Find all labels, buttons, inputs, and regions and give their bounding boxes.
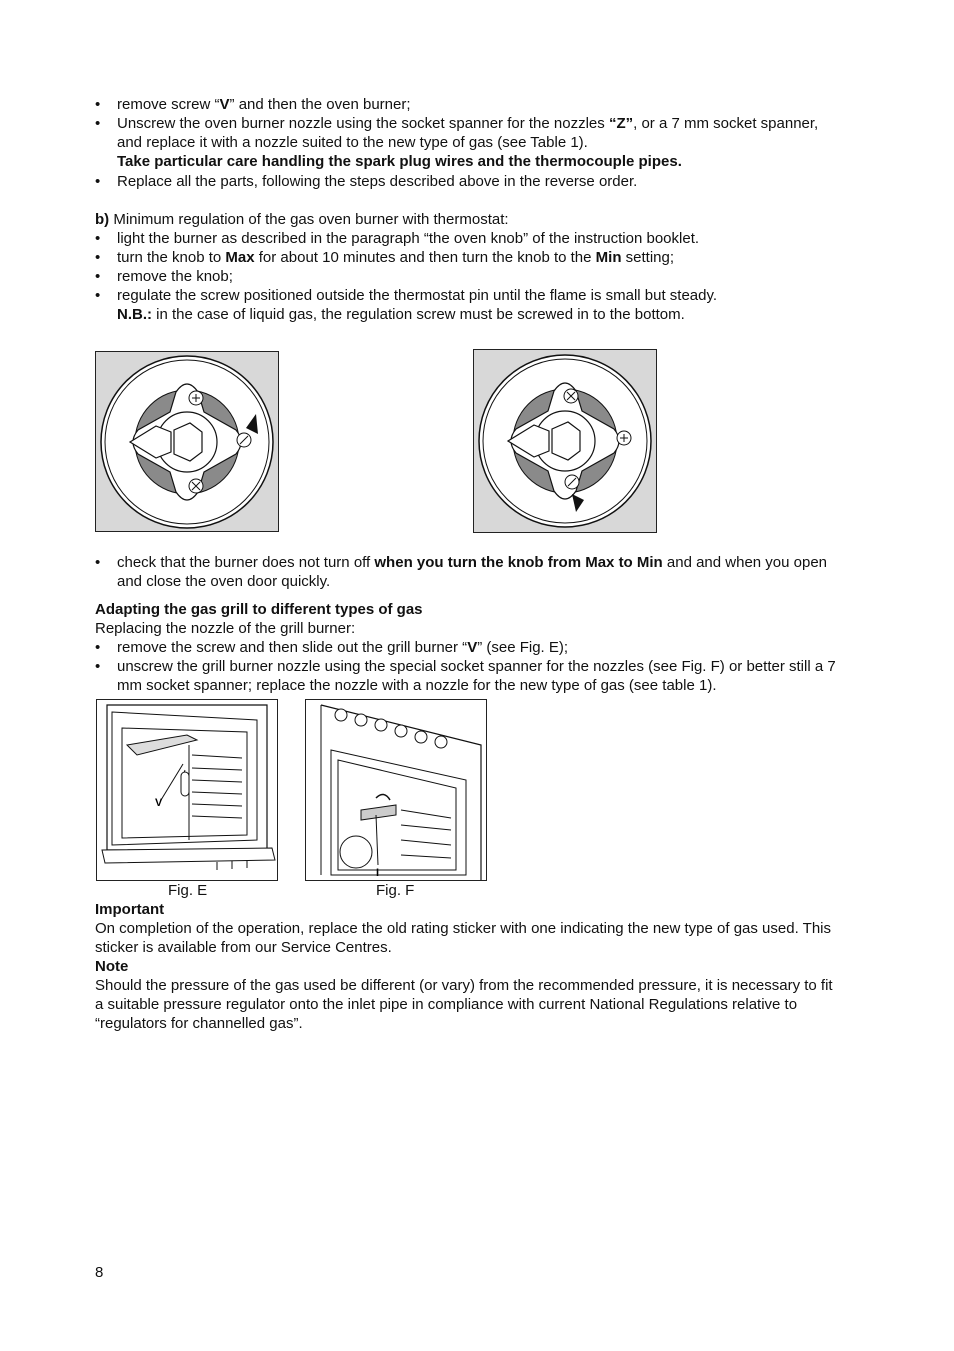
figure-e-label: V <box>155 797 163 809</box>
bullet: • <box>95 96 101 113</box>
bullet: • <box>95 173 101 190</box>
note-title: Note <box>95 958 129 975</box>
list-item: • remove the knob; <box>95 268 233 285</box>
list-item: • light the burner as described in the paragraph “the oven knob” of the instruction booklet. <box>95 230 700 247</box>
page-number: 8 <box>95 1264 104 1281</box>
list-item: • remove the screw and then slide out the grill burner “V” (see Fig. E); <box>95 639 569 656</box>
figure-e <box>96 699 278 881</box>
list-item: • Unscrew the oven burner nozzle using the socket spanner for the nozzles “Z”, or a 7 mm socket spanner, and replace it with a nozzle suited to the new type of gas (see Table 1). Take particular care handling the spark plug wires and the thermocouple pipes. <box>95 115 819 170</box>
bullet: • <box>95 115 101 132</box>
list-item: • Replace all the parts, following the steps described above in the reverse order. <box>95 173 638 190</box>
warning-text: Take particular care handling the spark plug wires and the thermocouple pipes. <box>117 153 682 170</box>
burner-figure-left <box>95 351 279 532</box>
figure-e-caption: Fig. E <box>168 882 208 899</box>
note-text: Should the pressure of the gas used be different (or vary) from the recommended pressure, it is necessary to fit a suitable pressure regulator onto the inlet pipe in compliance with current National Regulations relative to “regulators for channelled gas”. <box>95 977 833 1032</box>
section-b-heading: b) Minimum regulation of the gas oven burner with thermostat: <box>95 211 509 228</box>
grill-heading: Adapting the gas grill to different types of gas <box>95 601 423 618</box>
figure-f-label: I <box>376 867 380 879</box>
important-text: On completion of the operation, replace the old rating sticker with one indicating the new type of gas used. This sticker is available from our Service Centres. <box>95 920 831 956</box>
list-item: • regulate the screw positioned outside the thermostat pin until the flame is small but steady. N.B.: in the case of liquid gas, the regulation screw must be screwed in to the bottom. <box>95 287 718 323</box>
grill-intro: Replacing the nozzle of the grill burner: <box>95 620 356 637</box>
burner-figure-right <box>473 349 657 533</box>
list-item: • turn the knob to Max for about 10 minutes and then turn the knob to the Min setting; <box>95 249 675 266</box>
list-item: • check that the burner does not turn off when you turn the knob from Max to Min and and when you open and close the oven door quickly. <box>95 554 828 590</box>
list-item: • unscrew the grill burner nozzle using the special socket spanner for the nozzles (see Fig. F) or better still a 7 mm socket spanner; replace the nozzle with a nozzle for the new type of gas (see table 1). <box>95 658 836 694</box>
important-title: Important <box>95 901 165 918</box>
figure-f-caption: Fig. F <box>376 882 415 899</box>
list-item: • remove screw “V” and then the oven burner; <box>95 96 411 113</box>
figure-f <box>305 699 487 881</box>
